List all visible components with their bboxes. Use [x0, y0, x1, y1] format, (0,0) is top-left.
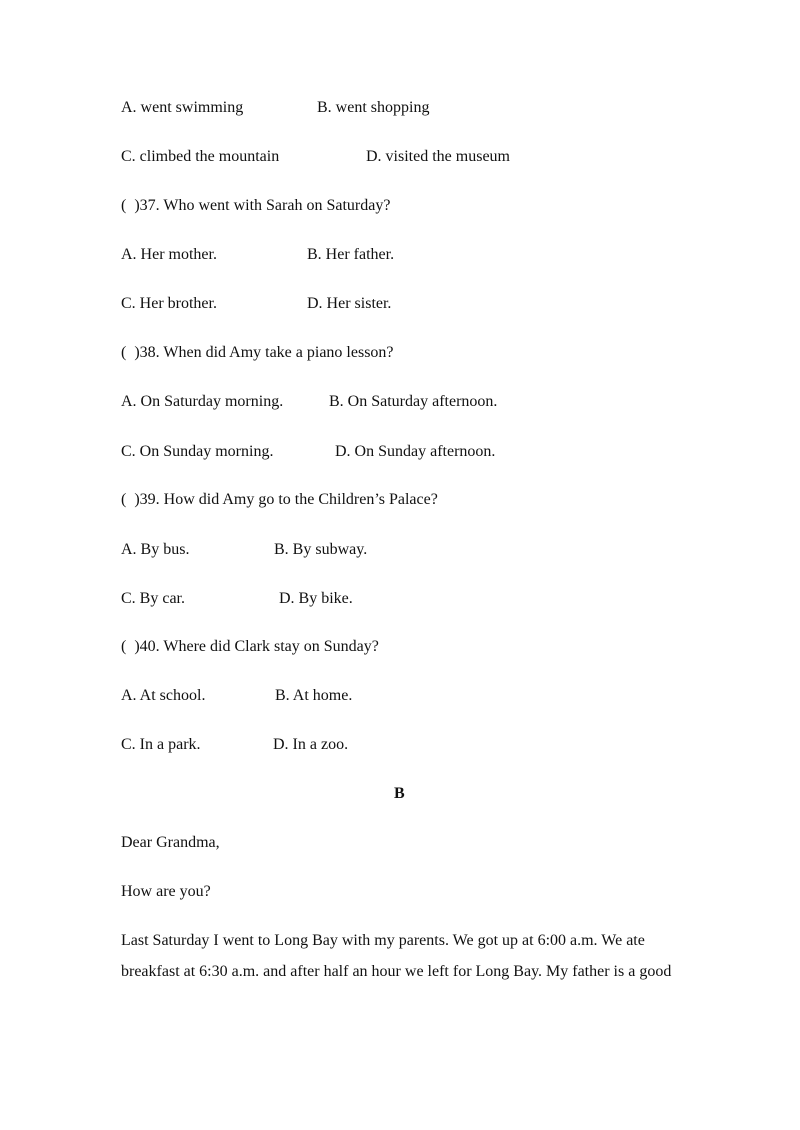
- q37-option-d: D. Her sister.: [307, 295, 392, 312]
- q36-option-c: C. climbed the mountain: [121, 148, 280, 165]
- letter-salutation: Dear Grandma,: [121, 834, 220, 851]
- letter-paragraph-line-2: breakfast at 6:30 a.m. and after half an hour we left for Long Bay. My father is a good: [121, 963, 672, 980]
- q37-option-c: C. Her brother.: [121, 295, 217, 312]
- letter-paragraph-line-1: Last Saturday I went to Long Bay with my parents. We got up at 6:00 a.m. We ate: [121, 932, 645, 949]
- q40-question: ( )40. Where did Clark stay on Sunday?: [121, 638, 379, 655]
- q38-option-a: A. On Saturday morning.: [121, 393, 284, 410]
- q40-option-d: D. In a zoo.: [273, 736, 349, 753]
- q36-option-b: B. went shopping: [317, 99, 430, 116]
- q36-option-d: D. visited the museum: [366, 148, 510, 165]
- q37-option-a: A. Her mother.: [121, 246, 217, 263]
- q39-option-b: B. By subway.: [274, 541, 368, 558]
- letter-greeting: How are you?: [121, 883, 211, 900]
- q39-question: ( )39. How did Amy go to the Children’s Palace?: [121, 491, 438, 508]
- q39-option-c: C. By car.: [121, 590, 185, 607]
- q38-option-d: D. On Sunday afternoon.: [335, 443, 496, 460]
- q39-option-d: D. By bike.: [279, 590, 353, 607]
- q37-question: ( )37. Who went with Sarah on Saturday?: [121, 197, 391, 214]
- q36-option-a: A. went swimming: [121, 99, 244, 116]
- section-b-heading: B: [394, 785, 405, 802]
- q40-option-a: A. At school.: [121, 687, 206, 704]
- q39-option-a: A. By bus.: [121, 541, 190, 558]
- q38-option-c: C. On Sunday morning.: [121, 443, 274, 460]
- q40-option-c: C. In a park.: [121, 736, 201, 753]
- q38-option-b: B. On Saturday afternoon.: [329, 393, 498, 410]
- q40-option-b: B. At home.: [275, 687, 353, 704]
- q38-question: ( )38. When did Amy take a piano lesson?: [121, 344, 394, 361]
- q37-option-b: B. Her father.: [307, 246, 395, 263]
